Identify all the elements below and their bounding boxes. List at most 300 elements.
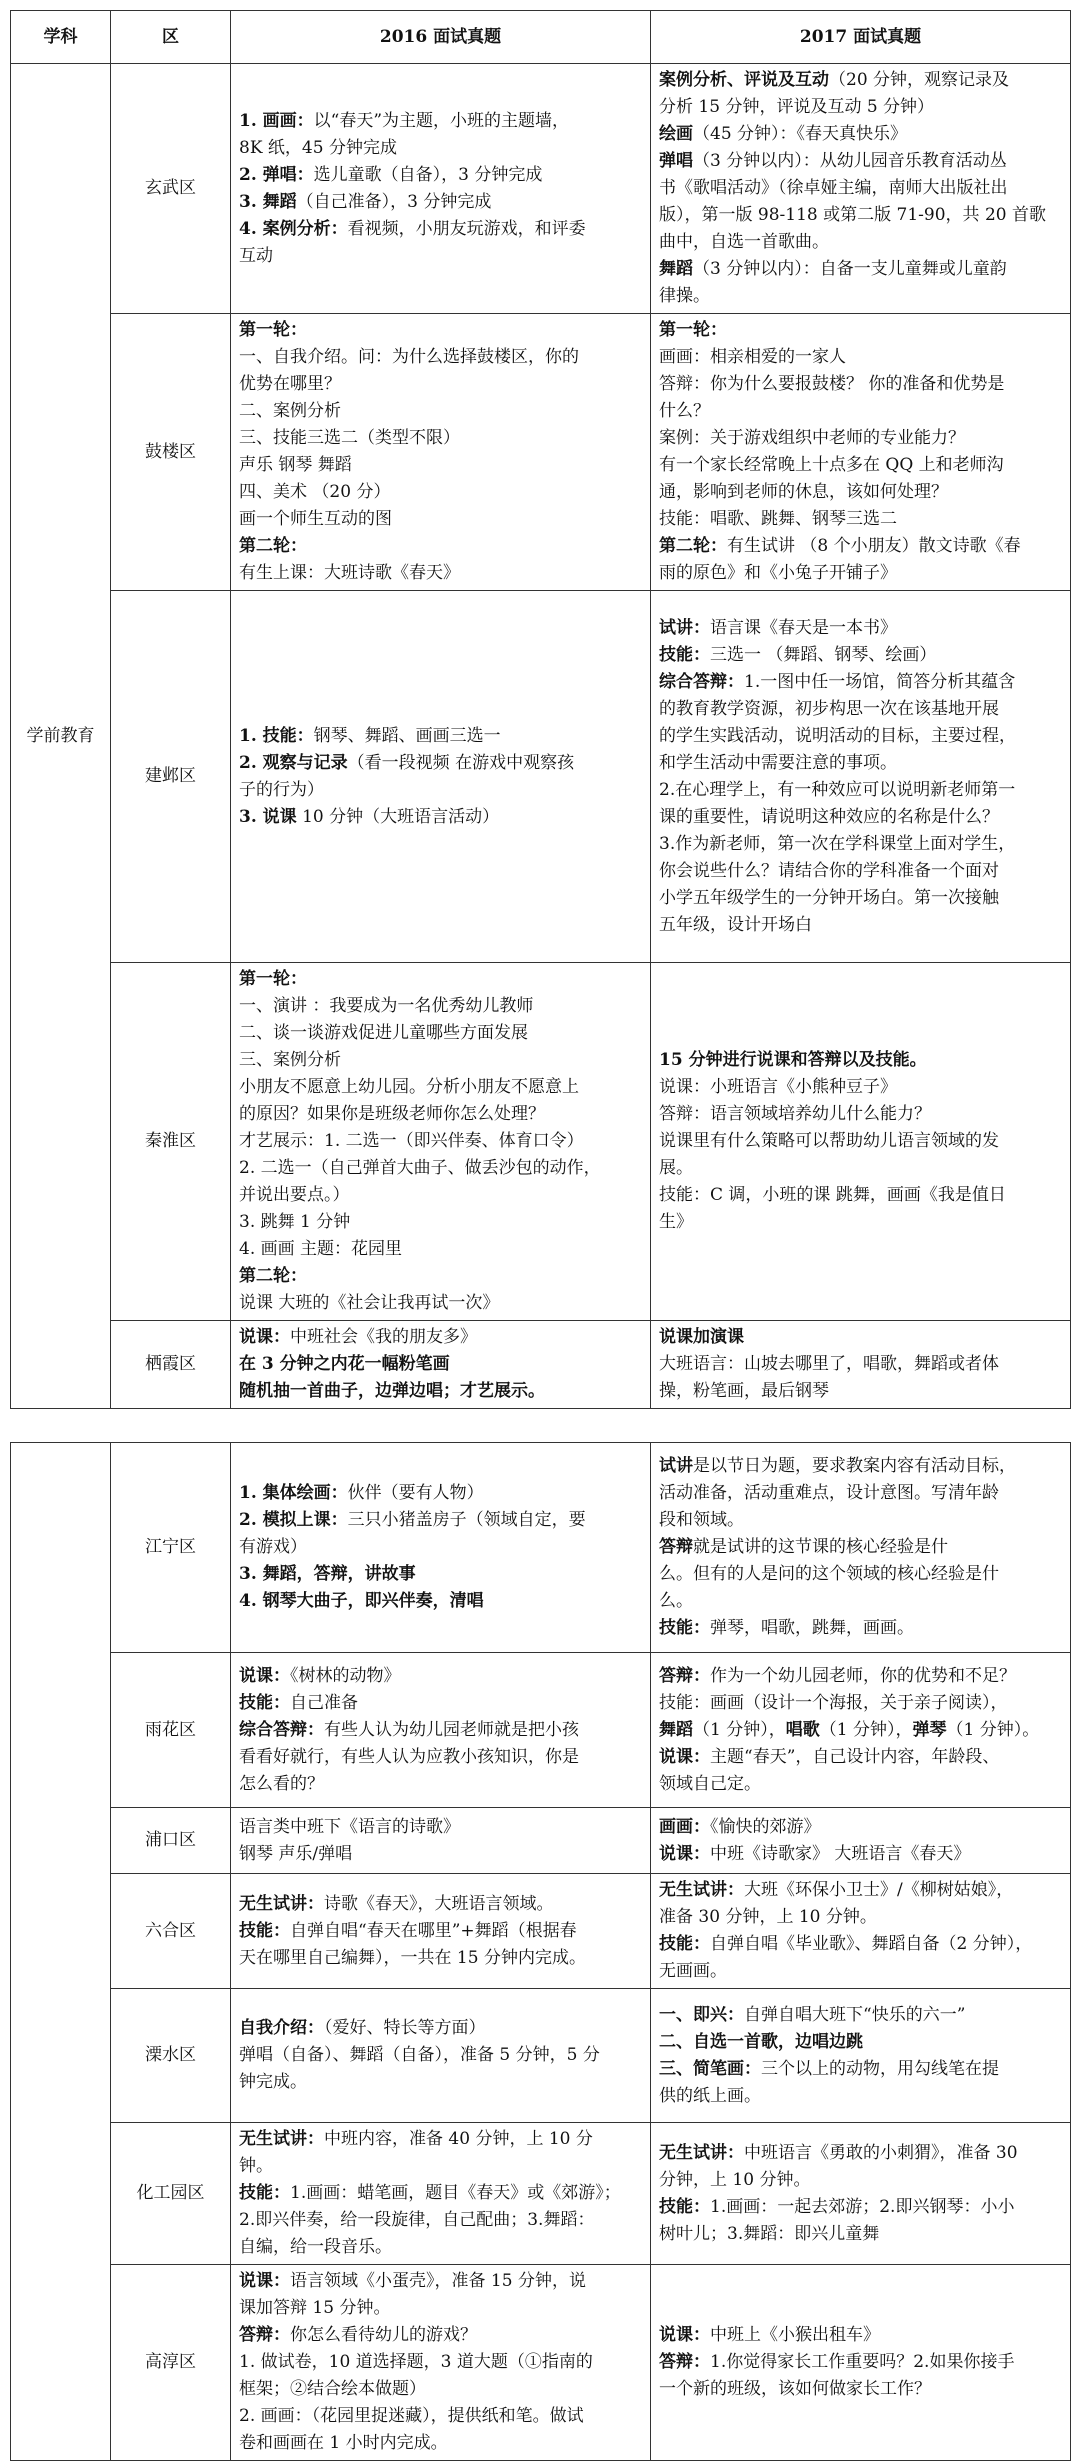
text-segment: 3. 跳舞 1 分钟 — [239, 1212, 351, 1232]
table-row — [11, 314, 1071, 591]
text-segment: 随机抽一首曲子，边弹边唱；才艺展示。 — [239, 1381, 545, 1401]
text-segment: （3 分钟以内）：从幼儿园音乐教育活动丛 — [693, 151, 1007, 171]
cell-line — [239, 1101, 642, 1128]
cell-line — [659, 121, 1062, 148]
cell-line — [239, 216, 642, 243]
exam-2017-cell — [651, 1443, 1071, 1653]
cell-line — [659, 912, 1062, 939]
text-segment: 2. 模拟上课： — [239, 1510, 348, 1530]
text-segment: 大班《环保小卫士》/《柳树姑娘》， — [744, 1880, 1014, 1900]
cell-line — [659, 202, 1062, 229]
cell-line — [659, 1378, 1062, 1405]
text-segment: 第一轮： — [659, 320, 727, 340]
text-segment: 三、案例分析 — [239, 1050, 341, 1070]
cell-line — [239, 1020, 642, 1047]
cell-line — [659, 2349, 1062, 2376]
text-segment: 大班语言：山坡去哪里了，唱歌，舞蹈或者体 — [659, 1354, 999, 1374]
exam-2017-cell — [651, 1874, 1071, 1989]
text-segment: 一个新的班级，该如何做家长工作？ — [659, 2379, 931, 2399]
cell-line — [659, 1877, 1062, 1904]
cell-line — [239, 1047, 642, 1074]
header-subject: 学科 — [11, 11, 111, 64]
text-segment: 8K 纸，45 分钟完成 — [239, 137, 397, 158]
cell-line — [239, 1378, 642, 1405]
cell-line — [659, 858, 1062, 885]
text-segment: 3.作为新老师，第一次在学科课堂上面对学生， — [659, 833, 1016, 854]
cell-line — [239, 1236, 642, 1263]
cell-line — [659, 2194, 1062, 2221]
cell-line — [659, 256, 1062, 283]
text-segment: 技能： — [239, 2183, 290, 2203]
text-segment: 第二轮： — [239, 536, 307, 556]
cell-line — [659, 175, 1062, 202]
cell-line — [659, 2056, 1062, 2083]
exam-2017-cell — [651, 591, 1071, 963]
text-segment: 1. 画画： — [239, 110, 314, 131]
text-segment: 在 3 分钟之内花一幅粉笔画 — [239, 1354, 450, 1374]
cell-line — [239, 506, 642, 533]
text-segment: 怎么看的？ — [239, 1773, 324, 1794]
text-segment: 无生试讲： — [239, 2129, 324, 2149]
text-segment: 弹琴 — [912, 1719, 947, 1740]
cell-line — [659, 1101, 1062, 1128]
exam-2017-cell — [651, 64, 1071, 314]
text-segment: 说课： — [659, 2325, 710, 2345]
cell-line — [659, 1534, 1062, 1561]
cell-line — [239, 1771, 642, 1798]
cell-line — [659, 1561, 1062, 1588]
district-cell: 溧水区 — [111, 1989, 231, 2123]
cell-line — [239, 1182, 642, 1209]
district-cell: 浦口区 — [111, 1808, 231, 1874]
text-segment: 律操。 — [659, 286, 710, 306]
district-cell: 玄武区 — [111, 64, 231, 314]
cell-line — [659, 1128, 1062, 1155]
text-segment: 10 分钟（大班语言活动） — [296, 806, 500, 827]
table-row — [11, 1443, 1071, 1653]
text-segment: 1.画画：一起去郊游；2.即兴钢琴：小小 — [710, 2196, 1015, 2217]
cell-line — [659, 1480, 1062, 1507]
text-segment: 自己准备 — [290, 1692, 358, 1713]
cell-line — [239, 108, 642, 135]
cell-line — [659, 283, 1062, 310]
table-row — [11, 1808, 1071, 1874]
cell-line — [659, 1663, 1062, 1690]
text-segment: 二、案例分析 — [239, 401, 341, 421]
text-segment: 通，影响到老师的休息，该如何处理？ — [659, 482, 948, 502]
text-segment: 1.一图中任一场馆，简答分析其蕴含 — [744, 671, 1016, 692]
exam-table-part-2 — [10, 1442, 1071, 2461]
cell-line — [659, 1904, 1062, 1931]
cell-line — [239, 398, 642, 425]
cell-line — [239, 2295, 642, 2322]
cell-line — [239, 2234, 642, 2261]
text-segment: 中班内容，准备 40 分钟，上 10 分 — [324, 2129, 593, 2149]
exam-2016-cell — [231, 1808, 651, 1874]
cell-line — [239, 1290, 642, 1317]
exam-2016-cell — [231, 1874, 651, 1989]
cell-line — [659, 1841, 1062, 1868]
cell-line — [239, 135, 642, 162]
cell-line — [239, 1744, 642, 1771]
text-segment: 说课： — [239, 1327, 290, 1347]
text-segment: 语言类中班下《语言的诗歌》 — [239, 1816, 460, 1837]
cell-line — [659, 148, 1062, 175]
text-segment: 操，粉笔画，最后钢琴 — [659, 1381, 829, 1401]
text-segment: 么。但有的人是问的这个领域的核心经验是什 — [659, 1564, 999, 1584]
exam-2016-cell — [231, 963, 651, 1321]
text-segment: 段和领域。 — [659, 1510, 744, 1530]
text-segment: 一、自我介绍。问：为什么选择鼓楼区，你的 — [239, 347, 579, 367]
cell-line — [239, 2126, 642, 2153]
text-segment: 曲中，自选一首歌曲。 — [659, 232, 829, 252]
text-segment: 画一个师生互动的图 — [239, 509, 392, 529]
text-segment: 答辩： — [239, 2325, 290, 2345]
cell-line — [239, 1561, 642, 1588]
cell-line — [239, 750, 642, 777]
cell-line — [239, 162, 642, 189]
exam-2017-cell — [651, 1653, 1071, 1808]
exam-2017-cell — [651, 963, 1071, 1321]
text-segment: 三只小猪盖房子（领域自定，要 — [347, 1510, 586, 1530]
exam-table-part-1 — [10, 10, 1071, 1409]
text-segment: 2.即兴伴奏，给一段旋律，自己配曲；3.舞蹈： — [239, 2210, 595, 2230]
text-segment: 并说出要点。） — [239, 1185, 350, 1205]
cell-line — [659, 804, 1062, 831]
district-cell: 鼓楼区 — [111, 314, 231, 591]
text-segment: 分钟，上 10 分钟。 — [659, 2169, 811, 2190]
subject-cell: 学前教育 — [11, 64, 111, 1409]
exam-2017-cell — [651, 314, 1071, 591]
cell-line — [239, 1507, 642, 1534]
district-cell: 栖霞区 — [111, 1321, 231, 1409]
cell-line — [239, 317, 642, 344]
text-segment: 分析 15 分钟，评说及互动 5 分钟） — [659, 97, 935, 117]
cell-line — [659, 1588, 1062, 1615]
table-row — [11, 1874, 1071, 1989]
text-segment: 答辩： — [659, 2352, 710, 2372]
cell-line — [659, 425, 1062, 452]
table-row — [11, 2265, 1071, 2461]
cell-line — [239, 425, 642, 452]
district-cell: 六合区 — [111, 1874, 231, 1989]
cell-line — [239, 966, 642, 993]
text-segment: 第一轮： — [239, 969, 307, 989]
cell-line — [659, 831, 1062, 858]
text-segment: 唱歌 — [785, 1719, 820, 1740]
exam-2016-cell — [231, 1321, 651, 1409]
text-segment: 技能： — [239, 1692, 290, 1713]
text-segment: 绘画 — [659, 124, 693, 144]
cell-line — [239, 344, 642, 371]
text-segment: 供的纸上画。 — [659, 2085, 761, 2106]
cell-line — [659, 1615, 1062, 1642]
text-segment: 才艺展示：1. 二选一（即兴伴奏、体育口令） — [239, 1131, 584, 1151]
text-segment: 以“春天”为主题，小班的主题墙， — [313, 110, 570, 131]
cell-line — [239, 479, 642, 506]
cell-line — [659, 1155, 1062, 1182]
cell-line — [239, 1945, 642, 1972]
cell-line — [659, 2167, 1062, 2194]
text-segment: 声乐 钢琴 舞蹈 — [239, 455, 352, 475]
text-segment: 技能： — [239, 1920, 290, 1941]
cell-line — [659, 1453, 1062, 1480]
cell-line — [659, 94, 1062, 121]
text-segment: 弹唱 — [659, 151, 693, 171]
text-segment: 4. 钢琴大曲子，即兴伴奏，清唱 — [239, 1591, 484, 1611]
text-segment: 的教育教学资源，初步构思一次在该基地开展 — [659, 698, 999, 719]
text-segment: 看视频，小朋友玩游戏，和评委 — [347, 218, 586, 239]
text-segment: 1. 技能： — [239, 725, 314, 746]
text-segment: 1. 做试卷，10 道选择题，3 道大题（①指南的 — [239, 2352, 593, 2372]
table-row — [11, 1321, 1071, 1409]
cell-line — [239, 1891, 642, 1918]
text-segment: 4. 画画 主题：花园里 — [239, 1239, 403, 1259]
cell-line — [659, 1690, 1062, 1717]
text-segment: 说课加演课 — [659, 1327, 744, 1347]
text-segment: 说课 大班的《社会让我再试一次》 — [239, 1293, 500, 1313]
text-segment: 说课： — [239, 1665, 290, 1686]
cell-line — [239, 2430, 642, 2457]
text-segment: 1. 集体绘画： — [239, 1483, 348, 1503]
text-segment: 说课里有什么策略可以帮助幼儿语言领域的发 — [659, 1131, 999, 1151]
table-row — [11, 591, 1071, 963]
exam-2016-cell — [231, 1989, 651, 2123]
text-segment: 自弹自唱大班下“快乐的六一” — [744, 2004, 966, 2025]
text-segment: 中班《诗歌家》 大班语言《春天》 — [710, 1843, 971, 1864]
text-segment: 舞蹈 — [659, 259, 693, 279]
table-row — [11, 1653, 1071, 1808]
cell-line — [659, 642, 1062, 669]
text-segment: 试讲 — [659, 1456, 693, 1476]
text-segment: （3 分钟以内）：自备一支儿童舞或儿童韵 — [693, 259, 1007, 279]
text-segment: 综合答辩： — [239, 1719, 324, 1740]
cell-line — [659, 1744, 1062, 1771]
text-segment: 2. 画画：（花园里捉迷藏），提供纸和笔。做试 — [239, 2406, 584, 2426]
cell-line — [239, 1209, 642, 1236]
cell-line — [239, 1263, 642, 1290]
cell-line — [239, 189, 642, 216]
text-segment: 钟。 — [239, 2156, 273, 2176]
cell-line — [659, 344, 1062, 371]
text-segment: 2. 弹唱： — [239, 164, 314, 185]
text-segment: 技能：C 调，小班的课 跳舞，画画《我是值日 — [659, 1185, 1006, 1205]
text-segment: 你怎么看待幼儿的游戏？ — [290, 2325, 477, 2345]
text-segment: 弹琴，唱歌，跳舞，画画。 — [710, 1618, 914, 1638]
cell-line — [239, 2268, 642, 2295]
cell-line — [239, 993, 642, 1020]
cell-line — [239, 2069, 642, 2096]
text-segment: 技能： — [659, 2196, 710, 2217]
cell-line — [659, 1814, 1062, 1841]
text-segment: 2.在心理学上，有一种效应可以说明新老师第一 — [659, 779, 1016, 800]
text-segment: 语言课《春天是一本书》 — [710, 617, 897, 638]
text-segment: 准备 30 分钟，上 10 分钟。 — [659, 1907, 877, 1927]
cell-line — [659, 1209, 1062, 1236]
text-segment: 技能： — [659, 1618, 710, 1638]
cell-line — [659, 2029, 1062, 2056]
district-cell: 秦淮区 — [111, 963, 231, 1321]
text-segment: 是以节日为题，要求教案内容有活动目标， — [693, 1456, 1016, 1476]
table-row — [11, 64, 1071, 314]
cell-line — [239, 2322, 642, 2349]
text-segment: 弹唱（自备）、舞蹈（自备），准备 5 分钟，5 分 — [239, 2045, 600, 2065]
text-segment: 《愉快的郊游》 — [710, 1816, 821, 1837]
text-segment: （1 分钟）。 — [946, 1719, 1040, 1740]
text-segment: 有游戏） — [239, 1537, 307, 1557]
text-segment: 答辩： — [659, 1665, 710, 1686]
cell-line — [239, 1588, 642, 1615]
cell-line — [239, 723, 642, 750]
table-row — [11, 963, 1071, 1321]
text-segment: 天在哪里自己编舞），一共在 15 分钟内完成。 — [239, 1947, 586, 1968]
header-2016: 2016 面试真题 — [231, 11, 651, 64]
cell-line — [659, 1717, 1062, 1744]
table-row — [11, 1989, 1071, 2123]
text-segment: 小学五年级学生的一分钟开场白。第一次接触 — [659, 887, 999, 908]
text-segment: （45 分钟）：《春天真快乐》 — [693, 124, 908, 144]
text-segment: （1 分钟）， — [693, 1719, 786, 1740]
text-segment: 树叶儿；3.舞蹈：即兴儿童舞 — [659, 2223, 880, 2244]
cell-line — [239, 452, 642, 479]
cell-line — [239, 2349, 642, 2376]
text-segment: （看一段视频 在游戏中观察孩 — [347, 752, 575, 773]
text-segment: 子的行为） — [239, 779, 324, 800]
text-segment: 说课： — [239, 2271, 290, 2291]
district-cell: 建邺区 — [111, 591, 231, 963]
text-segment: 第二轮： — [659, 536, 727, 556]
cell-line — [239, 1128, 642, 1155]
text-segment: 《树林的动物》 — [290, 1665, 401, 1686]
cell-line — [659, 669, 1062, 696]
cell-line — [239, 1534, 642, 1561]
text-segment: 案例：关于游戏组织中老师的专业能力？ — [659, 428, 965, 448]
cell-line — [659, 452, 1062, 479]
cell-line — [659, 1958, 1062, 1985]
cell-line — [659, 317, 1062, 344]
text-segment: 三、简笔画： — [659, 2058, 761, 2079]
text-segment: 和学生活动中需要注意的事项。 — [659, 752, 897, 773]
cell-line — [239, 1663, 642, 1690]
text-segment: 雨的原色》和《小兔子开铺子》 — [659, 563, 897, 583]
text-segment: 四、美术 （20 分） — [239, 482, 391, 502]
table-row — [11, 2123, 1071, 2265]
exam-2017-cell — [651, 1808, 1071, 1874]
text-segment: 课的重要性，请说明这种效应的名称是什么？ — [659, 806, 999, 827]
cell-line — [659, 398, 1062, 425]
cell-line — [659, 1931, 1062, 1958]
text-segment: 画画：相亲相爱的一家人 — [659, 347, 846, 367]
text-segment: 答辩：你为什么要报鼓楼？ 你的准备和优势是 — [659, 374, 1005, 394]
text-segment: 3. 舞蹈 — [239, 191, 297, 212]
text-segment: 2. 二选一（自己弹首大曲子、做丢沙包的动作， — [239, 1158, 601, 1178]
text-segment: 诗歌《春天》，大班语言领域。 — [324, 1893, 554, 1914]
cell-line — [239, 2015, 642, 2042]
text-segment: 3. 舞蹈，答辩，讲故事 — [239, 1564, 416, 1584]
text-segment: 15 分钟进行说课和答辩以及技能。 — [659, 1050, 927, 1070]
text-segment: 主题“春天”，自己设计内容，年龄段、 — [710, 1746, 1000, 1767]
text-segment: 领域自己定。 — [659, 1773, 761, 1794]
text-segment: 生》 — [659, 1212, 693, 1232]
text-segment: 书《歌唱活动》（徐卓娅主编，南师大出版社出 — [659, 178, 1008, 198]
cell-line — [239, 2376, 642, 2403]
header-2017: 2017 面试真题 — [651, 11, 1071, 64]
cell-line — [659, 533, 1062, 560]
text-segment: 答辩 — [659, 1537, 693, 1557]
text-segment: 无生试讲： — [239, 1893, 324, 1914]
exam-2016-cell — [231, 1443, 651, 1653]
text-segment: 自我介绍： — [239, 2018, 324, 2038]
text-segment: 三选一 （舞蹈、钢琴、绘画） — [710, 644, 937, 665]
exam-2017-cell — [651, 1989, 1071, 2123]
text-segment: 卷和画画在 1 小时内完成。 — [239, 2433, 448, 2453]
text-segment: 技能： — [659, 1934, 710, 1954]
cell-line — [659, 1324, 1062, 1351]
cell-line — [659, 1507, 1062, 1534]
text-segment: 有生上课：大班诗歌《春天》 — [239, 563, 460, 583]
text-segment: 4. 案例分析： — [239, 218, 348, 239]
text-segment: 二、谈一谈游戏促进儿童哪些方面发展 — [239, 1023, 528, 1043]
text-segment: 说课：小班语言《小熊种豆子》 — [659, 1077, 897, 1097]
cell-line — [239, 560, 642, 587]
text-segment: （爱好、特长等方面） — [324, 2018, 486, 2038]
text-segment: 试讲： — [659, 617, 710, 638]
cell-line — [659, 723, 1062, 750]
cell-line — [239, 2180, 642, 2207]
cell-line — [659, 67, 1062, 94]
text-segment: （1 分钟）， — [819, 1719, 913, 1740]
text-segment: 作为一个幼儿园老师，你的优势和不足？ — [710, 1665, 1016, 1686]
cell-line — [659, 2221, 1062, 2248]
district-cell: 化工园区 — [111, 2123, 231, 2265]
exam-2016-cell — [231, 591, 651, 963]
exam-2017-cell — [651, 2265, 1071, 2461]
text-segment: 技能： — [659, 644, 710, 665]
text-segment: 第二轮： — [239, 1266, 307, 1286]
text-segment: 优势在哪里？ — [239, 374, 341, 394]
text-segment: 中班社会《我的朋友多》 — [290, 1327, 477, 1347]
text-segment: 小朋友不愿意上幼儿园。分析小朋友不愿意上 — [239, 1077, 579, 1097]
cell-line — [659, 371, 1062, 398]
header-row — [11, 11, 1071, 64]
text-segment: 什么？ — [659, 401, 710, 421]
cell-line — [659, 2322, 1062, 2349]
exam-2016-cell — [231, 1653, 651, 1808]
cell-line — [659, 506, 1062, 533]
exam-2016-cell — [231, 2265, 651, 2461]
text-segment: 三个以上的动物，用勾线笔在提 — [761, 2058, 999, 2079]
text-segment: 2. 观察与记录 — [239, 752, 348, 773]
cell-line — [239, 1351, 642, 1378]
cell-line — [239, 2042, 642, 2069]
text-segment: 无生试讲： — [659, 1880, 744, 1900]
text-segment: 钢琴 声乐/弹唱 — [239, 1843, 353, 1864]
cell-line — [239, 2153, 642, 2180]
text-segment: 一、演讲 ：我要成为一名优秀幼儿教师 — [239, 996, 534, 1016]
cell-line — [659, 2002, 1062, 2029]
cell-line — [659, 750, 1062, 777]
header-district: 区 — [111, 11, 231, 64]
district-cell: 雨花区 — [111, 1653, 231, 1808]
text-segment: 伙伴（要有人物） — [347, 1483, 484, 1503]
text-segment: 选儿童歌（自备），3 分钟完成 — [313, 164, 543, 185]
text-segment: 无生试讲： — [659, 2142, 744, 2163]
cell-line — [659, 2140, 1062, 2167]
text-segment: 技能：唱歌、跳舞、钢琴三选二 — [659, 509, 897, 529]
cell-line — [659, 229, 1062, 256]
text-segment: 钟完成。 — [239, 2072, 307, 2092]
text-segment: 案例分析、评说及互动 — [659, 70, 829, 90]
